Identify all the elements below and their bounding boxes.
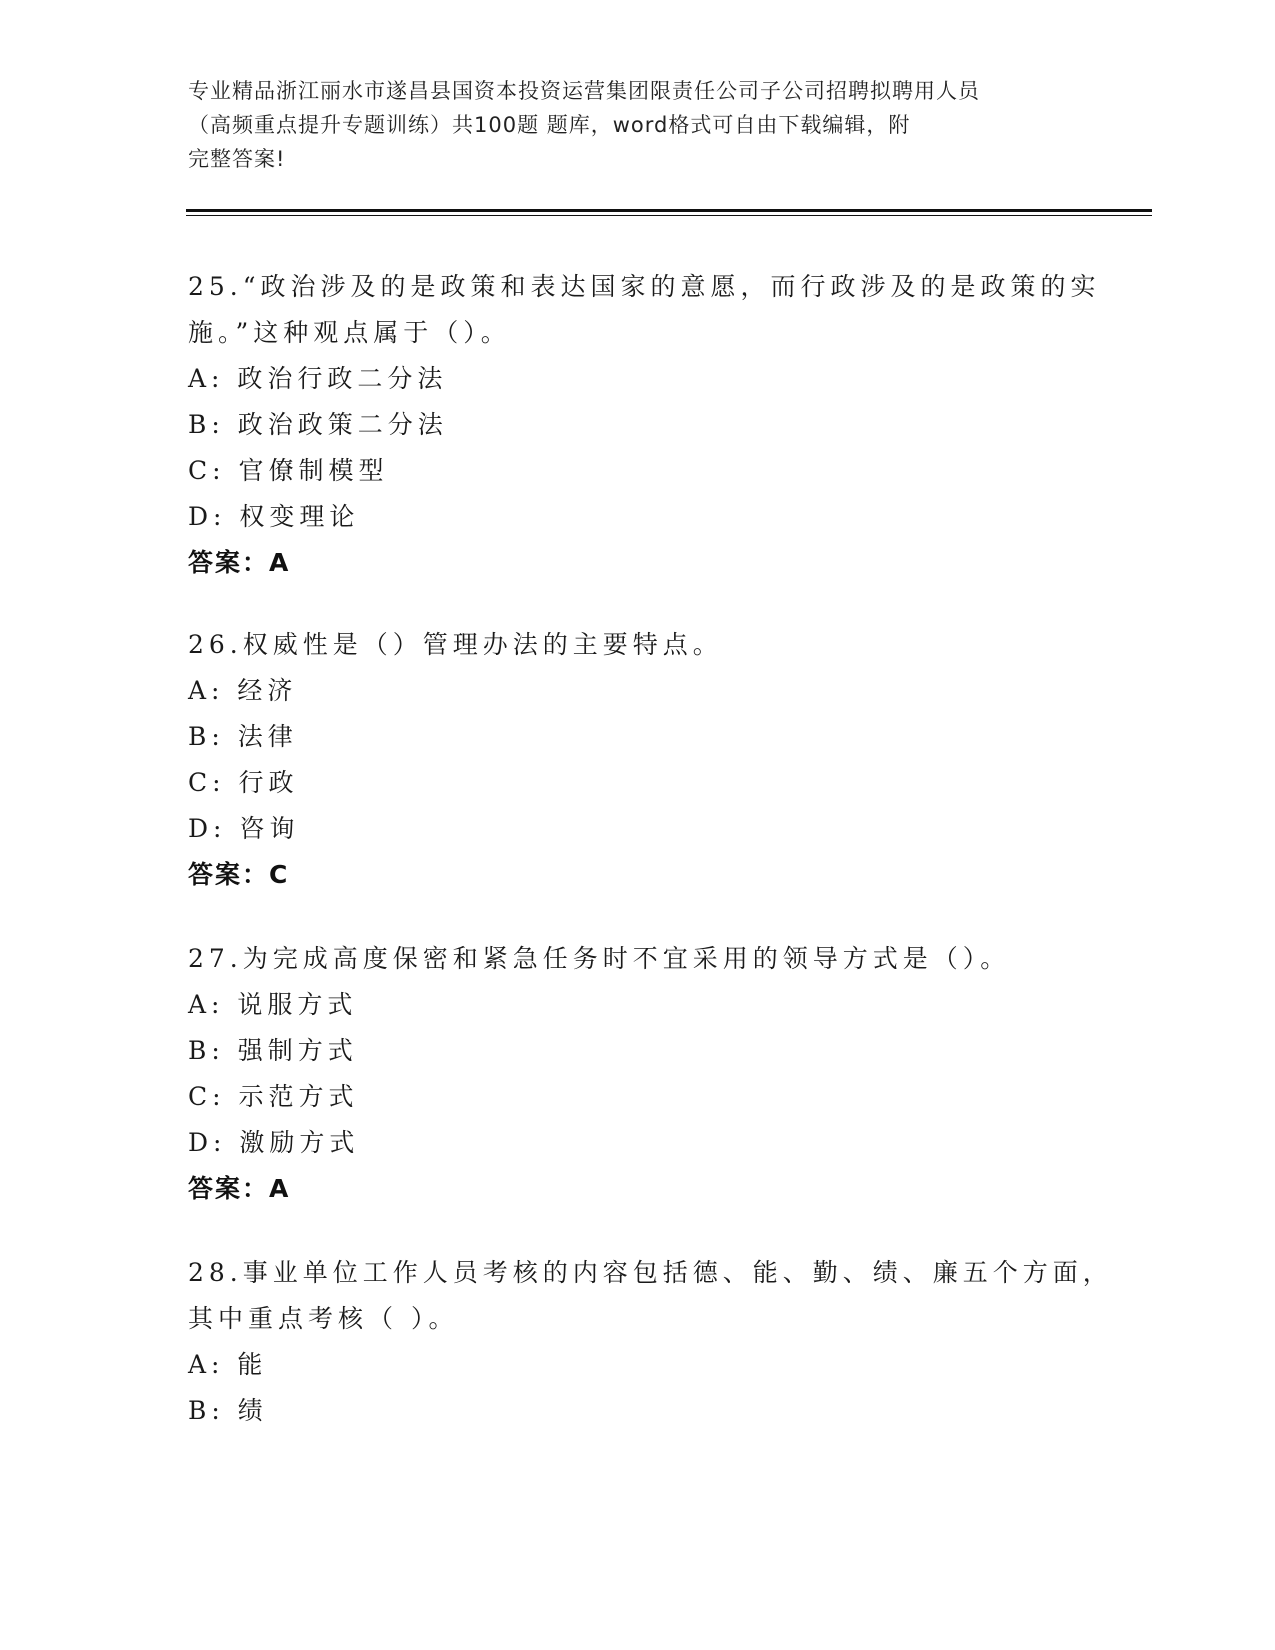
option-b: B: 政治政策二分法: [188, 410, 448, 439]
answer-label: 答案：A: [188, 1174, 291, 1203]
option-b: B: 强制方式: [188, 1036, 358, 1065]
header-divider-thick: [186, 209, 1152, 212]
question-stem: 其中重点考核（ ）。: [188, 1304, 459, 1333]
document-header: [188, 74, 1088, 176]
option-c: C: 示范方式: [188, 1082, 359, 1111]
option-d: D: 激励方式: [188, 1128, 360, 1157]
question-stem: 施。”这种观点属于（）。: [188, 318, 511, 347]
question-28: [188, 1250, 1113, 1434]
option-c: C: 官僚制模型: [188, 456, 389, 485]
option-c: C: 行政: [188, 768, 299, 797]
option-b: B: 法律: [188, 722, 298, 751]
option-a: A: 经济: [188, 676, 298, 705]
question-stem: 25.“政治涉及的是政策和表达国家的意愿，而行政涉及的是政策的实: [188, 272, 1101, 301]
answer-label: 答案：A: [188, 548, 291, 577]
question-stem: 28.事业单位工作人员考核的内容包括德、能、勤、绩、廉五个方面，: [188, 1258, 1113, 1287]
option-b: B: 绩: [188, 1396, 268, 1425]
header-divider-thin: [186, 215, 1152, 216]
option-d: D: 咨询: [188, 814, 300, 843]
option-a: A: 政治行政二分法: [188, 364, 448, 393]
option-a: A: 能: [188, 1350, 268, 1379]
header-line-3: 完整答案!: [188, 147, 286, 171]
question-27: [188, 936, 1088, 1212]
header-line-2: （高频重点提升专题训练）共100题 题库，word格式可自由下载编辑，附: [188, 113, 911, 137]
option-a: A: 说服方式: [188, 990, 358, 1019]
question-26: [188, 622, 1088, 898]
answer-label: 答案：C: [188, 860, 290, 889]
option-d: D: 权变理论: [188, 502, 360, 531]
question-25: [188, 264, 1101, 586]
question-stem: 26.权威性是（）管理办法的主要特点。: [188, 630, 723, 659]
question-stem: 27.为完成高度保密和紧急任务时不宜采用的领导方式是（）。: [188, 944, 1011, 973]
header-line-1: 专业精品浙江丽水市遂昌县国资本投资运营集团限责任公司子公司招聘拟聘用人员: [188, 79, 980, 103]
